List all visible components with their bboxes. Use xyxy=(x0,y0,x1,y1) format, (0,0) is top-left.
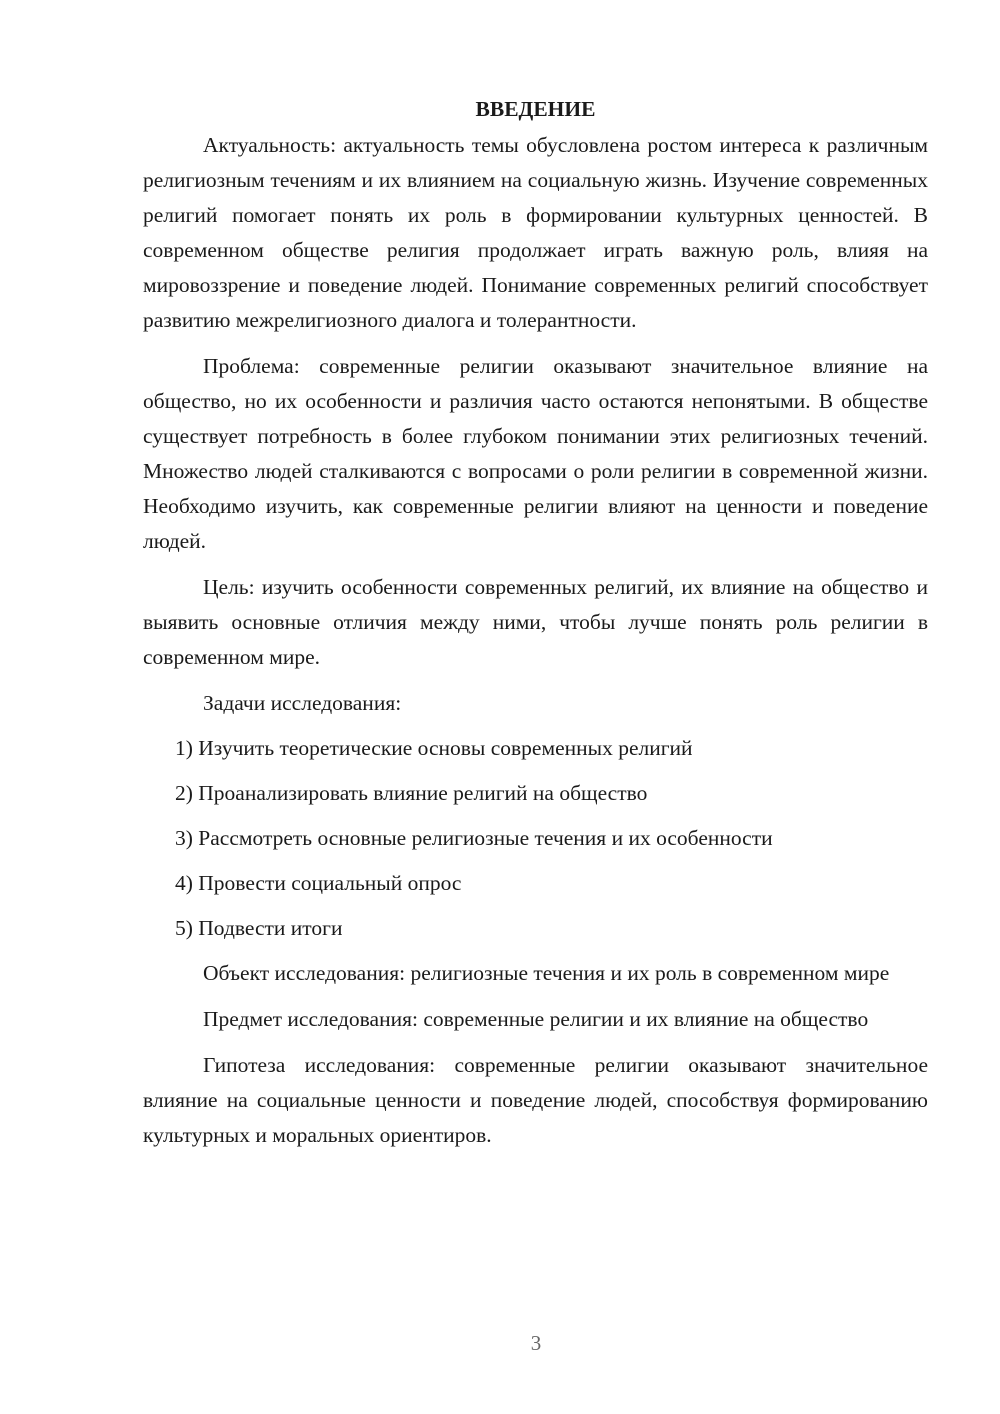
list-item: 5) Подвести итоги xyxy=(175,916,343,940)
paragraph-hypothesis: Гипотеза исследования: современные религии оказывают значительное влияние на социальные ценности и поведение людей, способствуя формированию культурных и моральных ориентиров. xyxy=(143,1053,928,1147)
paragraph-goal: Цель: изучить особенности современных религий, их влияние на общество и выявить основные отличия между ними, чтобы лучше понять роль религии в современном мире. xyxy=(143,575,928,669)
paragraph-object: Объект исследования: религиозные течения и их роль в современном мире xyxy=(203,961,890,985)
paragraph-relevance: Актуальность: актуальность темы обусловлена ростом интереса к различным религиозным течениям и их влиянием на социальную жизнь. Изучение современных религий помогает понять их роль в формировании культурных ценностей. В современном обществе религия продолжает играть важную роль, влияя на мировоззрение и поведение людей. Понимание современных религий способствует развитию межрелигиозного диалога и толерантности. xyxy=(143,133,928,332)
tasks-list xyxy=(143,731,928,946)
document-page xyxy=(143,92,928,1164)
list-item: 1) Изучить теоретические основы современных религий xyxy=(175,736,693,760)
list-item: 3) Рассмотреть основные религиозные течения и их особенности xyxy=(175,826,773,850)
paragraph-problem: Проблема: современные религии оказывают значительное влияние на общество, но их особенности и различия часто остаются непонятыми. В обществе существует потребность в более глубоком понимании этих религиозных течений. Множество людей сталкиваются с вопросами о роли религии в современной жизни. Необходимо изучить, как современные религии влияют на ценности и поведение людей. xyxy=(143,354,928,553)
tasks-label: Задачи исследования: xyxy=(203,691,402,715)
page-number: 3 xyxy=(530,1331,542,1355)
paragraph-subject: Предмет исследования: современные религии и их влияние на общество xyxy=(203,1007,869,1031)
list-item: 4) Провести социальный опрос xyxy=(175,871,462,895)
page-title: ВВЕДЕНИЕ xyxy=(475,97,596,121)
list-item: 2) Проанализировать влияние религий на общество xyxy=(175,781,648,805)
